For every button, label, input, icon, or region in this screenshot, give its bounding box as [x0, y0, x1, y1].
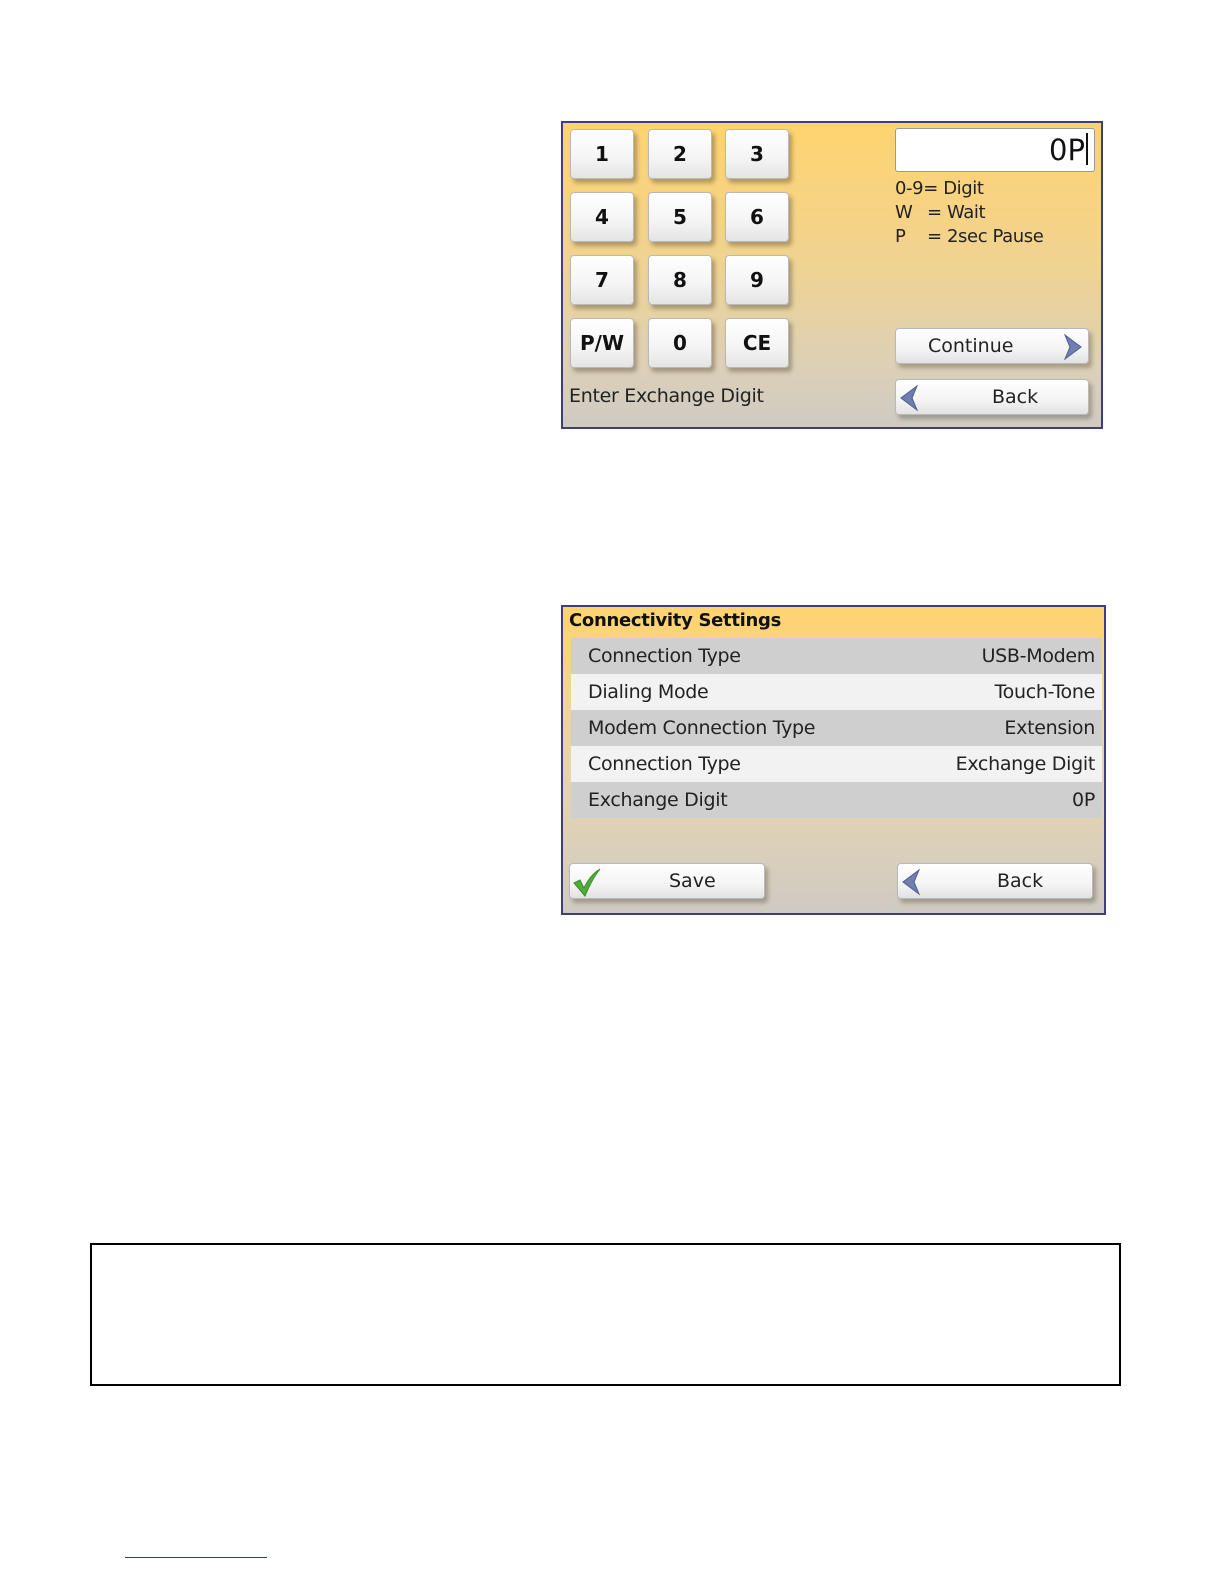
legend-key: 0-9 [895, 178, 924, 199]
setting-label: Connection Type [588, 645, 741, 667]
key-7[interactable]: 7 [570, 255, 634, 305]
footer-divider [125, 1557, 267, 1558]
settings-list [571, 638, 1102, 818]
key-pause-wait[interactable]: P/W [570, 318, 634, 368]
key-3[interactable]: 3 [725, 129, 789, 179]
setting-label: Exchange Digit [588, 789, 728, 811]
setting-value: Exchange Digit [955, 753, 1095, 775]
back-button-label: Back [997, 870, 1044, 892]
key-8[interactable]: 8 [648, 255, 712, 305]
key-9[interactable]: 9 [725, 255, 789, 305]
setting-row-connection-type-exchange[interactable] [571, 746, 1102, 782]
notice-box [90, 1243, 1121, 1386]
keypad-prompt: Enter Exchange Digit [569, 385, 764, 407]
back-button[interactable] [895, 379, 1089, 415]
setting-value: USB-Modem [981, 645, 1095, 667]
chevron-right-icon [1060, 333, 1084, 361]
setting-label: Connection Type [588, 753, 741, 775]
setting-label: Modem Connection Type [588, 717, 816, 739]
legend-meaning: = 2sec Pause [927, 226, 1044, 247]
setting-value: Extension [1004, 717, 1095, 739]
legend-row [895, 225, 1043, 249]
digit-legend [895, 177, 1043, 249]
key-2[interactable]: 2 [648, 129, 712, 179]
setting-value: 0P [1072, 789, 1095, 811]
chevron-left-icon [900, 868, 924, 896]
save-button[interactable] [569, 863, 765, 899]
exchange-digit-keypad-screen [561, 121, 1103, 429]
chevron-left-icon [898, 384, 922, 412]
legend-meaning: = Digit [923, 178, 984, 199]
legend-row [895, 201, 1043, 225]
settings-title: Connectivity Settings [569, 610, 782, 631]
setting-row-modem-connection-type[interactable] [571, 710, 1102, 746]
back-button-label: Back [992, 386, 1039, 408]
legend-row [895, 177, 1043, 201]
legend-meaning: = Wait [927, 202, 986, 223]
save-button-label: Save [669, 870, 716, 892]
checkmark-icon [571, 866, 603, 898]
key-5[interactable]: 5 [648, 192, 712, 242]
setting-row-dialing-mode[interactable] [571, 674, 1102, 710]
key-6[interactable]: 6 [725, 192, 789, 242]
setting-label: Dialing Mode [588, 681, 709, 703]
exchange-digit-field[interactable]: 0P [895, 128, 1095, 172]
setting-value: Touch-Tone [994, 681, 1095, 703]
connectivity-settings-screen [561, 605, 1106, 915]
back-button[interactable] [897, 863, 1093, 899]
key-clear-entry[interactable]: CE [725, 318, 789, 368]
setting-row-connection-type[interactable] [571, 638, 1102, 674]
key-4[interactable]: 4 [570, 192, 634, 242]
legend-key: W [895, 202, 913, 223]
continue-button-label: Continue [928, 335, 1014, 357]
key-0[interactable]: 0 [648, 318, 712, 368]
setting-row-exchange-digit[interactable] [571, 782, 1102, 818]
continue-button[interactable] [895, 328, 1089, 364]
key-1[interactable]: 1 [570, 129, 634, 179]
legend-key: P [895, 226, 906, 247]
